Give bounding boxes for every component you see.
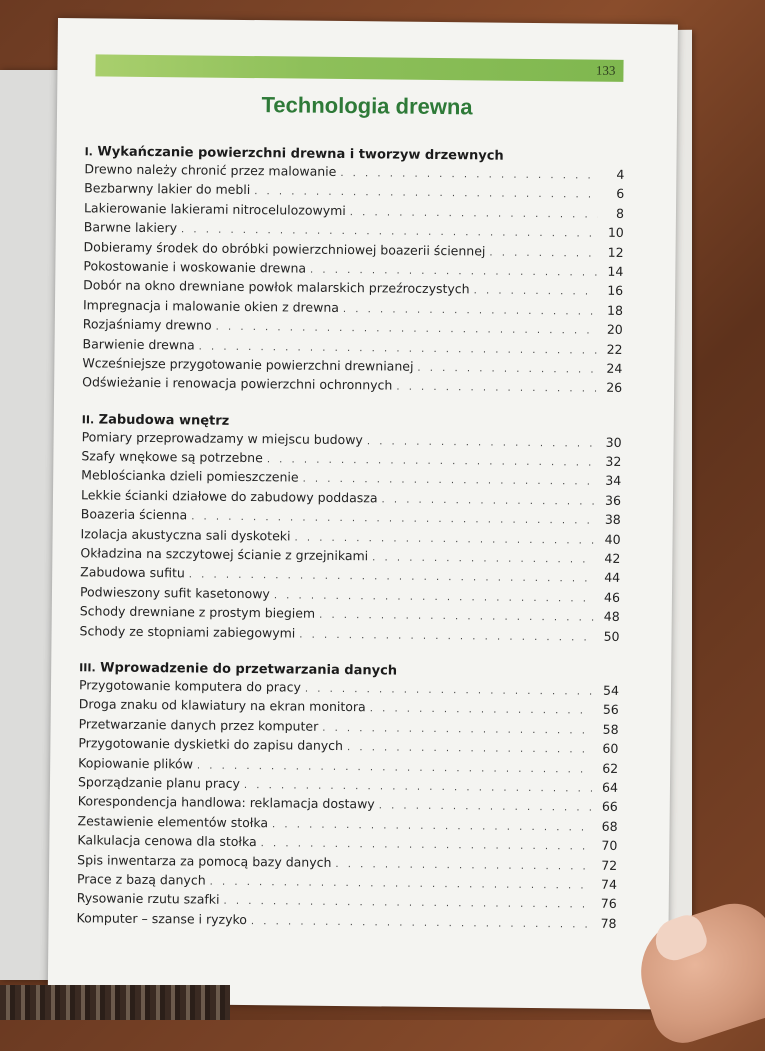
dot-leader [322,723,592,737]
entry-page-number: 26 [606,380,623,396]
entry-label: Przygotowanie dyskietki do zapisu danych [78,735,344,754]
entry-page-number: 12 [607,244,624,260]
dot-leader [189,570,594,585]
entry-page-number: 18 [606,302,624,318]
entry-label: Dobór na okno drewniane powłok malarskich przeźroczystych [83,277,470,297]
dot-leader [340,168,598,182]
dot-leader [274,590,594,604]
dot-leader [335,858,591,872]
entry-page-number: 32 [605,453,622,470]
entry-page-number: 50 [603,628,620,644]
entry-label: Rysowanie rzutu szafki [76,890,220,908]
dot-leader [244,780,592,795]
page-title: Technologia drewna [261,92,473,120]
toc-section [76,660,619,935]
table-of-contents [76,144,624,953]
entry-page-number: 22 [606,341,623,357]
entry-label: Impregnacja i malowanie okien z drewna [82,297,340,315]
entry-page-number: 42 [604,550,621,566]
entry-label: Okładzina na szczytowej ścianie z grzejnikami [80,545,369,564]
entry-page-number: 14 [607,263,624,279]
entry-label: Meblościanka dzieli pomieszczenie [81,467,299,486]
dot-leader [396,382,596,395]
entry-label: Sporządzanie planu pracy [77,774,241,791]
dot-leader [267,454,596,468]
entry-page-number: 68 [601,818,618,834]
entry-label: Drewno należy chronić przez malowanie [84,161,337,179]
dot-leader [370,704,593,717]
entry-label: Boazeria ścienna [80,506,188,523]
entry-page-number: 44 [604,570,621,586]
entry-label: Zabudowa sufitu [80,564,185,581]
entry-page-number: 30 [605,434,622,450]
entry-page-number: 60 [602,740,619,757]
entry-label: Przygotowanie komputera do pracy [78,677,301,695]
dot-leader [299,629,593,643]
entry-page-number: 56 [602,702,619,718]
toc-section [82,144,625,399]
toc-section [79,412,621,648]
header-band [95,54,623,82]
entry-label: Barwne lakiery [83,219,178,236]
dot-leader [181,224,598,239]
dot-leader [489,247,597,259]
dot-leader [474,286,598,298]
entry-page-number: 62 [602,760,619,776]
entry-page-number: 38 [604,512,621,528]
section-numeral: III. [79,661,96,675]
entry-label: Pomiary przeprowadzamy w miejscu budowy [81,428,363,447]
dot-leader [294,532,594,546]
entry-page-number: 54 [603,682,620,698]
dot-leader [251,916,591,931]
dot-leader [223,896,590,911]
entry-page-number: 46 [603,589,621,605]
entry-label: Barwienie drewna [82,335,195,352]
entry-label: Spis inwentarza za pomocą bazy danych [77,851,332,870]
entry-page-number: 66 [601,799,618,815]
dot-leader [272,819,592,833]
entry-label: Lakierowanie lakierami nitrocelulozowymi [83,200,346,218]
dot-leader [254,186,598,201]
dot-leader [216,322,597,337]
entry-label: Podwieszony sufit kasetonowy [79,584,270,602]
dot-leader [303,474,596,488]
section-title: Wprowadzenie do przetwarzania danych [100,660,398,679]
entry-label: Zestawienie elementów stołka [77,812,269,830]
dot-leader [319,610,594,624]
entry-label: Droga znaku od klawiatury na ekran monitora [78,696,366,715]
book-page [48,18,678,1009]
entry-label: Pokostowanie i woskowanie drewna [83,258,307,276]
entry-label: Rozjaśniamy drewno [82,316,212,333]
entry-page-number: 8 [615,205,625,221]
entry-page-number: 64 [601,779,619,795]
dot-leader [343,304,597,318]
section-title: Zabudowa wnętrz [98,412,230,429]
entry-page-number: 36 [604,492,622,508]
entry-label: Schody drewniane z prostym biegiem [79,603,316,621]
rug-edge [0,985,230,1020]
entry-page-number: 48 [603,608,620,625]
entry-page-number: 76 [600,896,617,912]
entry-page-number: 34 [605,473,622,489]
entry-page-number: 20 [606,321,623,338]
dot-leader [191,512,595,527]
dot-leader [199,341,597,356]
dot-leader [210,877,591,892]
entry-label: Komputer – szanse i ryzyko [76,909,248,927]
dot-leader [379,801,592,814]
dot-leader [347,742,592,756]
entry-page-number: 70 [601,837,618,854]
entry-label: Kopiowanie plików [78,754,194,772]
entry-label: Lekkie ścianki działowe do zabudowy poddasza [80,487,378,506]
entry-page-number: 24 [606,360,623,376]
dot-leader [305,684,593,698]
entry-label: Schody ze stopniami zabiegowymi [79,622,296,641]
section-numeral: II. [81,412,95,427]
section-title: Wykańczanie powierzchni drewna i tworzyw drzewnych [97,144,504,164]
dot-leader [261,838,592,852]
entry-label: Szafy wnękowe są potrzebne [81,448,263,466]
entry-page-number: 74 [600,876,618,892]
dot-leader [197,760,592,775]
entry-page-number: 78 [600,915,617,931]
entry-page-number: 6 [616,186,625,202]
entry-page-number: 72 [601,857,618,873]
entry-label: Przetwarzanie danych przez komputer [78,716,319,734]
section-numeral: I. [84,145,93,159]
entry-label: Wcześniejsze przygotowanie powierzchni drewnianej [82,355,414,374]
entry-page-number: 16 [607,283,624,299]
dot-leader [367,436,596,449]
entry-label: Kalkulacja cenowa dla stołka [77,832,257,850]
entry-label: Korespondencja handlowa: reklamacja dostawy [77,793,375,812]
entry-page-number: 58 [602,721,619,737]
dot-leader [381,494,595,507]
page-number: 133 [595,62,616,78]
dot-leader [310,265,597,279]
entry-label: Dobieramy środek do obróbki powierzchniowej boazerii ściennej [83,238,486,259]
entry-label: Prace z bazą danych [76,871,206,888]
entry-page-number: 10 [607,224,624,241]
dot-leader [417,363,596,376]
entry-label: Odświeżanie i renowacja powierzchni ochronnych [82,374,393,393]
entry-page-number: 40 [604,531,621,547]
dot-leader [372,552,594,565]
dot-leader [350,207,598,221]
entry-page-number: 4 [616,166,625,182]
entry-label: Izolacja akustyczna sali dyskoteki [80,525,291,544]
entry-label: Bezbarwny lakier do mebli [84,180,251,198]
